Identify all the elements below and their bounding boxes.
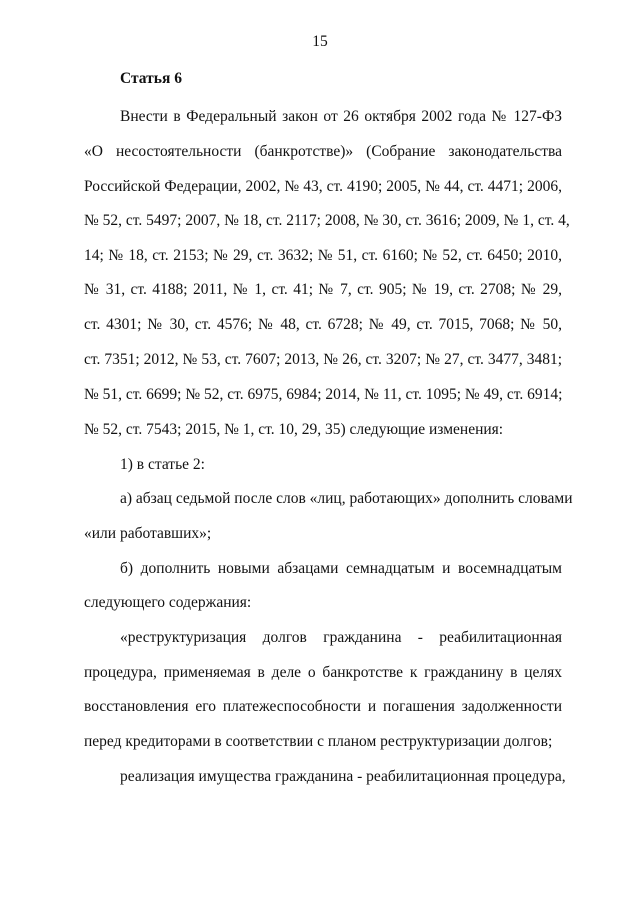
text-line: № 52, ст. 7543; 2015, № 1, ст. 10, 29, 35) следующие изменения: bbox=[84, 421, 504, 438]
text-line: реализация имущества гражданина - реабилитационная процедура, bbox=[120, 768, 566, 785]
text-line: «реструктуризация долгов гражданина - реабилитационная bbox=[120, 629, 562, 646]
text-line: ст. 7351; 2012, № 53, ст. 7607; 2013, № 26, ст. 3207; № 27, ст. 3477, 3481; bbox=[84, 351, 562, 368]
text-line: восстановления его платежеспособности и погашения задолженности bbox=[84, 698, 562, 715]
text-line: № 52, ст. 5497; 2007, № 18, ст. 2117; 2008, № 30, ст. 3616; 2009, № 1, ст. 4, bbox=[84, 212, 570, 229]
text-line: «О несостоятельности (банкротстве)» (Собрание законодательства bbox=[84, 143, 562, 160]
text-line: б) дополнить новыми абзацами семнадцатым и восемнадцатым bbox=[120, 560, 562, 577]
text-line: № 51, ст. 6699; № 52, ст. 6975, 6984; 2014, № 11, ст. 1095; № 49, ст. 6914; bbox=[84, 386, 563, 403]
text-line: № 31, ст. 4188; 2011, № 1, ст. 41; № 7, ст. 905; № 19, ст. 2708; № 29, bbox=[84, 281, 562, 298]
text-line: а) абзац седьмой после слов «лиц, работающих» дополнить словами bbox=[120, 490, 573, 507]
page-number: 15 bbox=[312, 33, 328, 50]
text-line: перед кредиторами в соответствии с планом реструктуризации долгов; bbox=[84, 733, 553, 750]
text-line: ст. 4301; № 30, ст. 4576; № 48, ст. 6728; № 49, ст. 7015, 7068; № 50, bbox=[84, 316, 562, 333]
article-heading: Статья 6 bbox=[120, 70, 182, 87]
text-line: Российской Федерации, 2002, № 43, ст. 4190; 2005, № 44, ст. 4471; 2006, bbox=[84, 178, 562, 195]
text-line: Внести в Федеральный закон от 26 октября 2002 года № 127-ФЗ bbox=[120, 108, 562, 125]
text-line: 1) в статье 2: bbox=[120, 456, 205, 473]
text-line: следующего содержания: bbox=[84, 594, 252, 611]
text-line: 14; № 18, ст. 2153; № 29, ст. 3632; № 51, ст. 6160; № 52, ст. 6450; 2010, bbox=[84, 247, 562, 264]
text-line: процедура, применяемая в деле о банкротстве к гражданину в целях bbox=[84, 664, 562, 681]
text-line: «или работавших»; bbox=[84, 525, 212, 542]
